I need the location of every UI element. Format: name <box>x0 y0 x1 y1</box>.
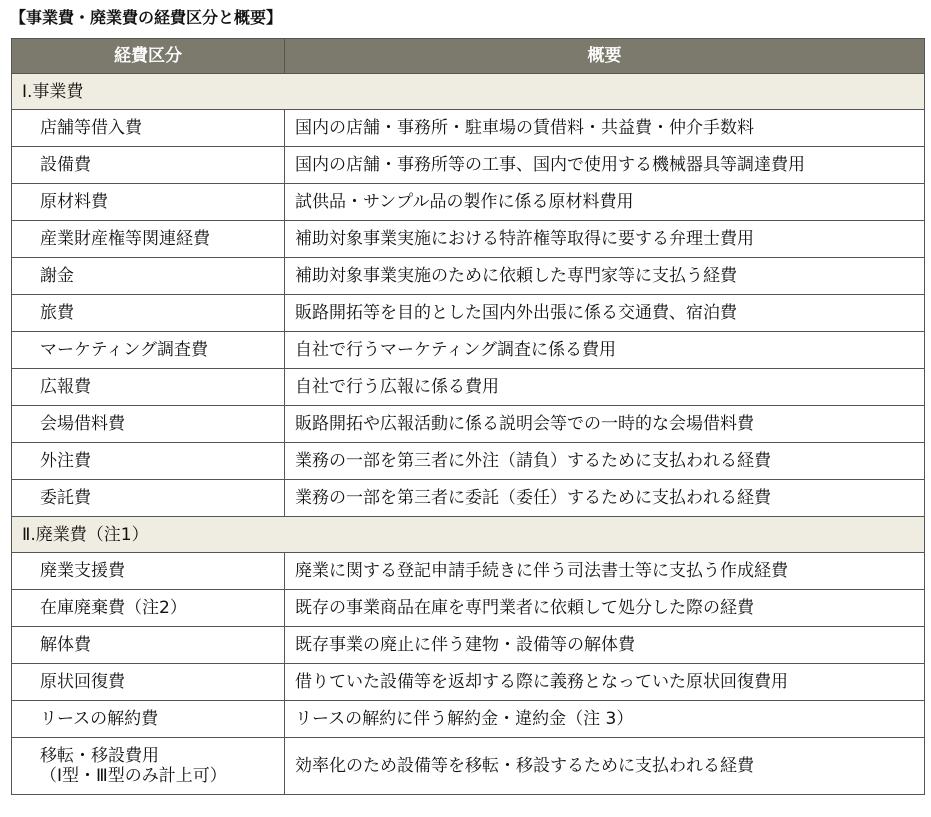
expense-summary-cell: 国内の店舗・事務所等の工事、国内で使用する機械器具等調達費用 <box>285 147 925 184</box>
expense-summary-cell: 自社で行う広報に係る費用 <box>285 369 925 406</box>
expense-category-table <box>11 38 925 795</box>
expense-summary-cell: 販路開拓等を目的とした国内外出張に係る交通費、宿泊費 <box>285 295 925 332</box>
expense-summary-cell: 補助対象事業実施における特許権等取得に要する弁理士費用 <box>285 221 925 258</box>
table-row <box>12 406 925 443</box>
expense-summary-cell: 既存の事業商品在庫を専門業者に依頼して処分した際の経費 <box>285 590 925 627</box>
table-header-row <box>12 39 925 74</box>
column-header-category: 経費区分 <box>12 39 285 74</box>
expense-category-cell: 原状回復費 <box>12 664 285 701</box>
expense-category-label: 移転・移設費用 <box>40 746 159 766</box>
page-title: 【事業費・廃業費の経費区分と概要】 <box>10 8 283 27</box>
expense-category-cell: 広報費 <box>12 369 285 406</box>
table-row <box>12 443 925 480</box>
expense-category-cell: 解体費 <box>12 627 285 664</box>
expense-category-cell <box>12 738 285 795</box>
table-row <box>12 258 925 295</box>
table-row <box>12 184 925 221</box>
table-row <box>12 553 925 590</box>
expense-summary-cell: 業務の一部を第三者に外注（請負）するために支払われる経費 <box>285 443 925 480</box>
expense-summary-cell: 廃業に関する登記申請手続きに伴う司法書士等に支払う作成経費 <box>285 553 925 590</box>
table-row <box>12 147 925 184</box>
expense-summary-cell: 既存事業の廃止に伴う建物・設備等の解体費 <box>285 627 925 664</box>
expense-summary-cell: 借りていた設備等を返却する際に義務となっていた原状回復費用 <box>285 664 925 701</box>
table-row <box>12 590 925 627</box>
section-label: Ⅰ.事業費 <box>12 74 925 110</box>
table-row <box>12 295 925 332</box>
expense-category-cell: 原材料費 <box>12 184 285 221</box>
table-row <box>12 221 925 258</box>
expense-category-cell: リースの解約費 <box>12 701 285 738</box>
expense-category-cell: 会場借料費 <box>12 406 285 443</box>
expense-summary-cell: 補助対象事業実施のために依頼した専門家等に支払う経費 <box>285 258 925 295</box>
expense-category-cell: 在庫廃棄費（注2） <box>12 590 285 627</box>
expense-summary-cell: 試供品・サンプル品の製作に係る原材料費用 <box>285 184 925 221</box>
section-row-business-expenses <box>12 74 925 110</box>
table-row <box>12 627 925 664</box>
expense-summary-cell: 業務の一部を第三者に委託（委任）するために支払われる経費 <box>285 480 925 517</box>
table-row <box>12 701 925 738</box>
column-header-summary: 概要 <box>285 39 925 74</box>
expense-summary-cell: リースの解約に伴う解約金・違約金（注 3） <box>285 701 925 738</box>
expense-category-cell: 廃業支援費 <box>12 553 285 590</box>
table-row <box>12 664 925 701</box>
expense-summary-cell: 効率化のため設備等を移転・移設するために支払われる経費 <box>285 738 925 795</box>
expense-summary-cell: 自社で行うマーケティング調査に係る費用 <box>285 332 925 369</box>
expense-category-note: （Ⅰ型・Ⅲ型のみ計上可） <box>40 766 227 786</box>
section-row-closure-expenses <box>12 517 925 553</box>
expense-category-cell: 設備費 <box>12 147 285 184</box>
expense-summary-cell: 国内の店舗・事務所・駐車場の賃借料・共益費・仲介手数料 <box>285 110 925 147</box>
expense-category-cell: 謝金 <box>12 258 285 295</box>
expense-category-cell: 産業財産権等関連経費 <box>12 221 285 258</box>
expense-category-cell: 店舗等借入費 <box>12 110 285 147</box>
expense-summary-cell: 販路開拓や広報活動に係る説明会等での一時的な会場借料費 <box>285 406 925 443</box>
expense-category-cell: マーケティング調査費 <box>12 332 285 369</box>
table-row <box>12 332 925 369</box>
expense-category-cell: 旅費 <box>12 295 285 332</box>
section-label: Ⅱ.廃業費（注1） <box>12 517 925 553</box>
table-row <box>12 110 925 147</box>
table-row <box>12 738 925 795</box>
table-row <box>12 369 925 406</box>
expense-category-cell: 外注費 <box>12 443 285 480</box>
table-row <box>12 480 925 517</box>
expense-category-cell: 委託費 <box>12 480 285 517</box>
